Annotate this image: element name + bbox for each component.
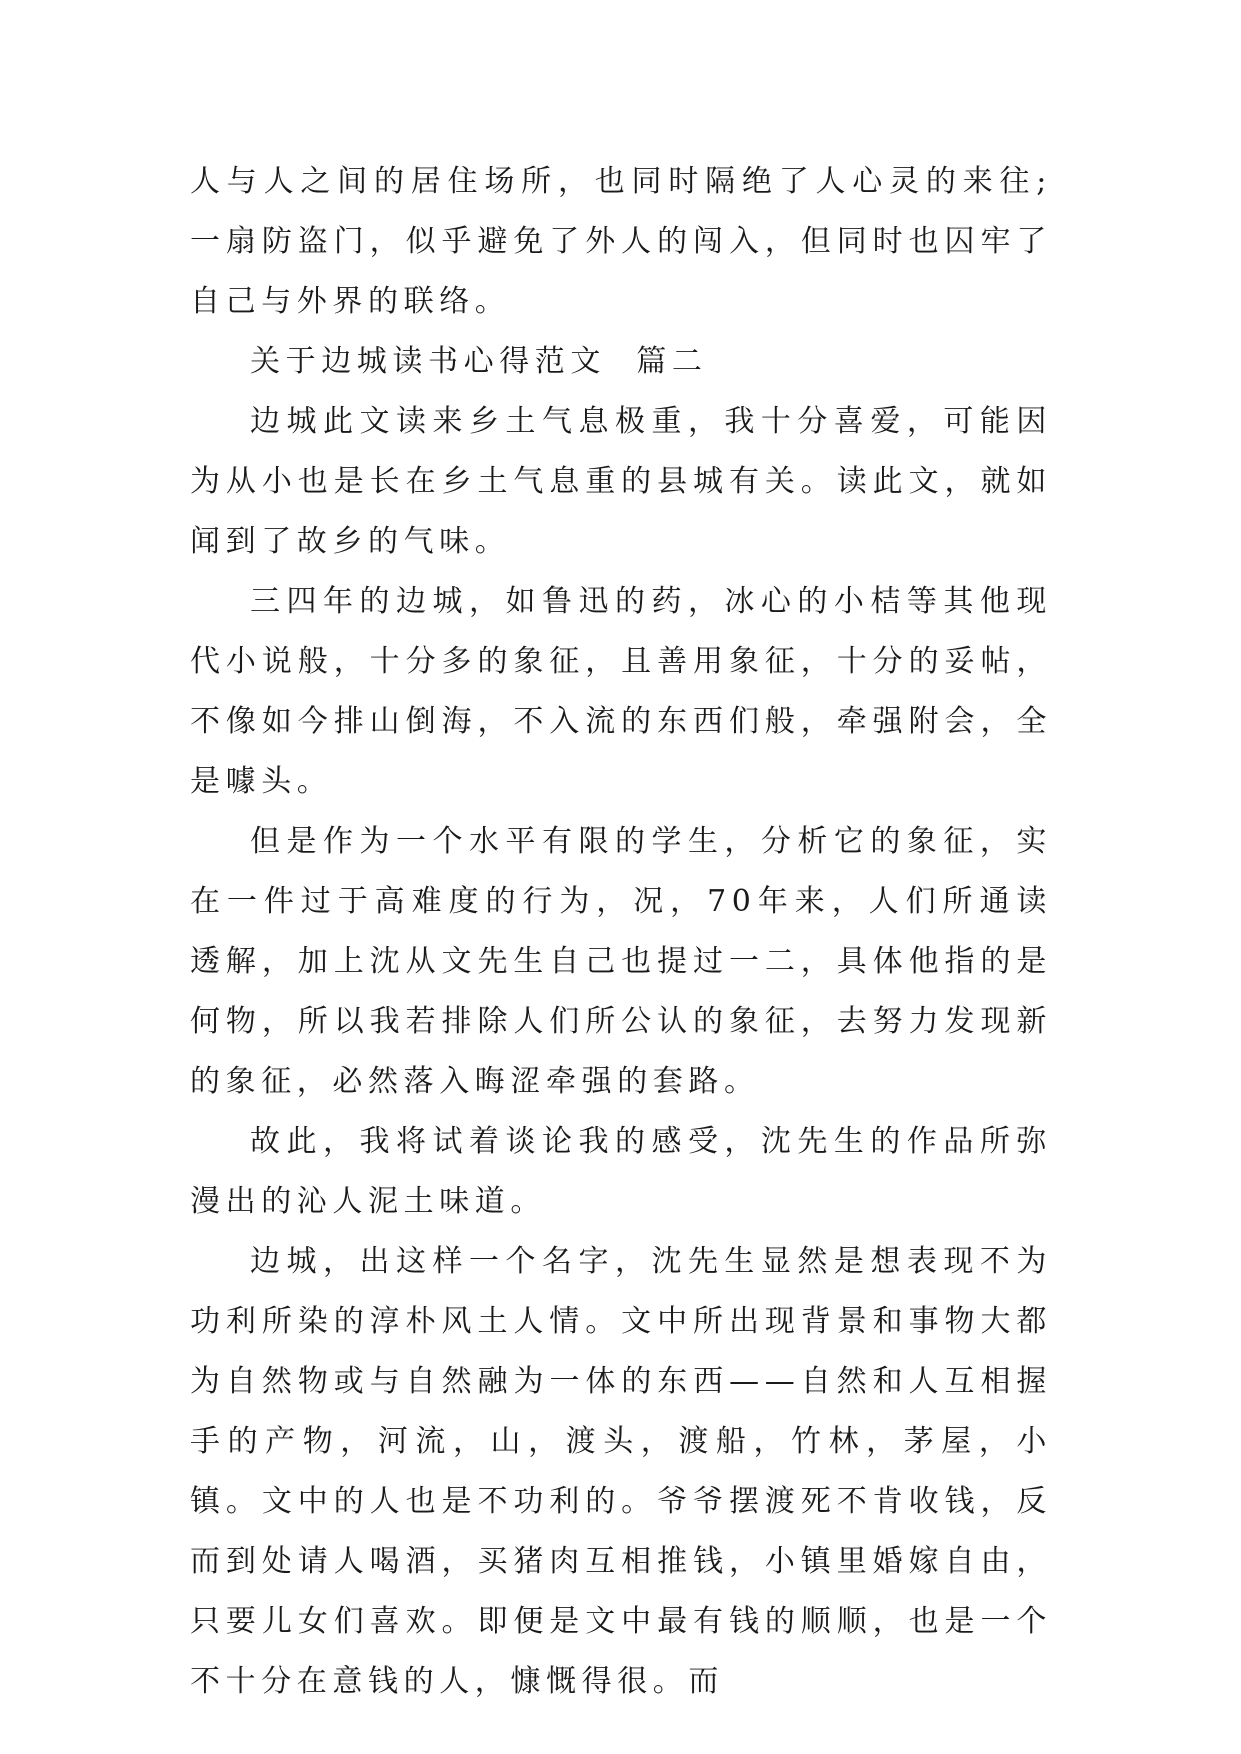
body-paragraph: 三四年的边城，如鲁迅的药，冰心的小桔等其他现代小说般，十分多的象征，且善用象征，十分的妥帖，不像如今排山倒海，不入流的东西们般，牵强附会，全是噱头。	[190, 584, 1052, 799]
body-paragraph: 边城，出这样一个名字，沈先生显然是想表现不为功利所染的淳朴风土人情。文中所出现背景和事物大都为自然物或与自然融为一体的东西——自然和人互相握手的产物，河流，山，渡头，渡船，竹林，茅屋，小镇。文中的人也是不功利的。爷爷摆渡死不肯收钱，反而到处请人喝酒，买猪肉互相推钱，小镇里婚嫁自由，只要儿女们喜欢。即便是文中最有钱的顺顺，也是一个不十分在意钱的人，慷慨得很。而	[190, 1244, 1052, 1699]
section-heading: 关于边城读书心得范文 篇二	[250, 344, 708, 379]
continuation-paragraph: 人与人之间的居住场所，也同时隔绝了人心灵的来往;一扇防盗门，似乎避免了外人的闯入，但同时也囚牢了自己与外界的联络。	[190, 164, 1052, 319]
body-paragraph: 边城此文读来乡土气息极重，我十分喜爱，可能因为从小也是长在乡土气息重的县城有关。读此文，就如闻到了故乡的气味。	[190, 404, 1052, 559]
body-paragraph: 故此，我将试着谈论我的感受，沈先生的作品所弥漫出的沁人泥土味道。	[190, 1124, 1052, 1219]
document-body	[190, 152, 1052, 1712]
body-paragraph: 但是作为一个水平有限的学生，分析它的象征，实在一件过于高难度的行为，况，70年来，人们所通读透解，加上沈从文先生自己也提过一二，具体他指的是何物，所以我若排除人们所公认的象征，去努力发现新的象征，必然落入晦涩牵强的套路。	[190, 824, 1052, 1099]
